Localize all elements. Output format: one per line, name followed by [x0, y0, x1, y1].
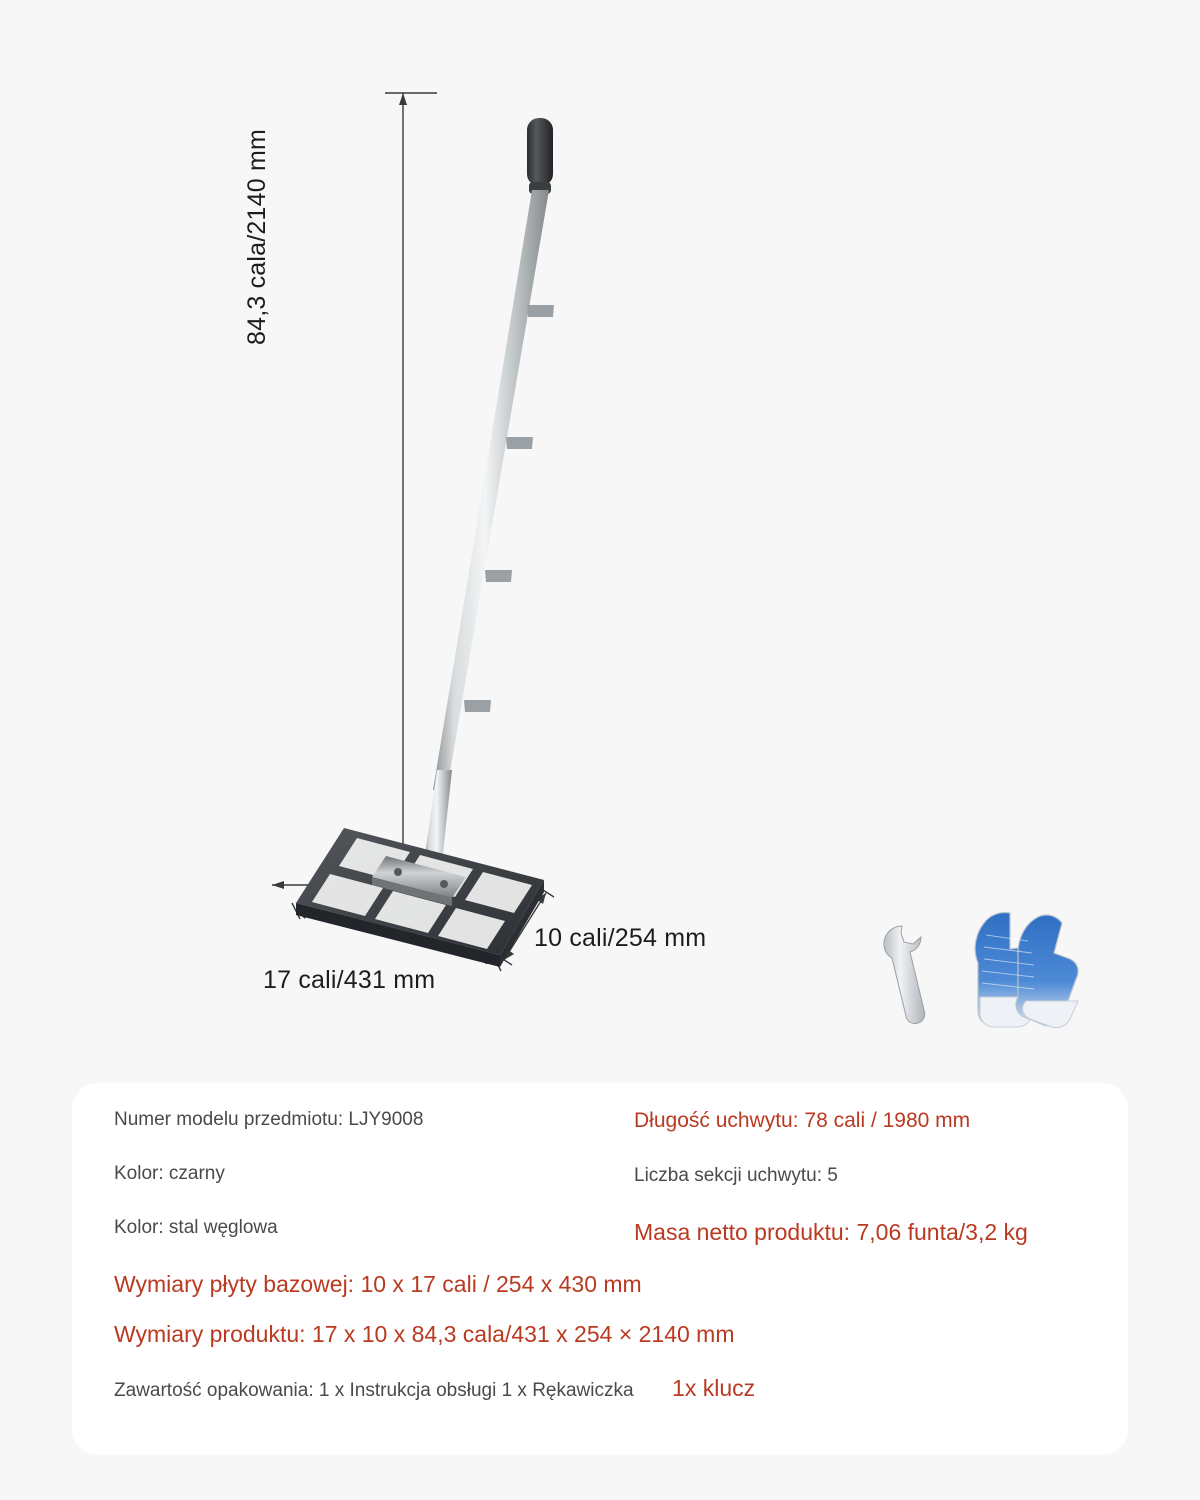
- spec-package-contents: [114, 1375, 755, 1402]
- spec-color: Kolor: czarny: [114, 1163, 225, 1184]
- spec-material: Kolor: stal węglowa: [114, 1217, 278, 1238]
- spec-product-dimensions: Wymiary produktu: 17 x 10 x 84,3 cala/431 x 254 × 2140 mm: [114, 1321, 735, 1347]
- spec-handle-length: Długość uchwytu: 78 cali / 1980 mm: [634, 1109, 971, 1132]
- dimension-depth-label: 10 cali/254 mm: [534, 924, 707, 952]
- dimension-lines: [272, 93, 554, 971]
- gloves-icon: [975, 912, 1078, 1027]
- spec-package-extra-item: 1x klucz: [672, 1375, 756, 1401]
- spec-net-weight: Masa netto produktu: 7,06 funta/3,2 kg: [634, 1219, 1028, 1245]
- spec-column-left: [114, 1109, 614, 1271]
- spec-handle-sections: Liczba sekcji uchwytu: 5: [634, 1165, 838, 1186]
- spec-model-number: Numer modelu przedmiotu: LJY9008: [114, 1109, 424, 1130]
- base-plate: [296, 828, 544, 967]
- dimension-height-label: 84,3 cala/2140 mm: [243, 128, 271, 345]
- wrench-icon: [884, 926, 925, 1024]
- spec-package-contents-text: Zawartość opakowania: 1 x Instrukcja obsługi 1 x Rękawiczka: [114, 1380, 634, 1401]
- dimension-width-label: 17 cali/431 mm: [263, 966, 436, 994]
- specification-card: [72, 1083, 1128, 1455]
- handle-grip: [527, 118, 553, 194]
- spec-column-right: [634, 1109, 1104, 1278]
- telescopic-pole: [424, 190, 554, 862]
- spec-base-plate-dimensions: Wymiary płyty bazowej: 10 x 17 cali / 254 x 430 mm: [114, 1271, 642, 1297]
